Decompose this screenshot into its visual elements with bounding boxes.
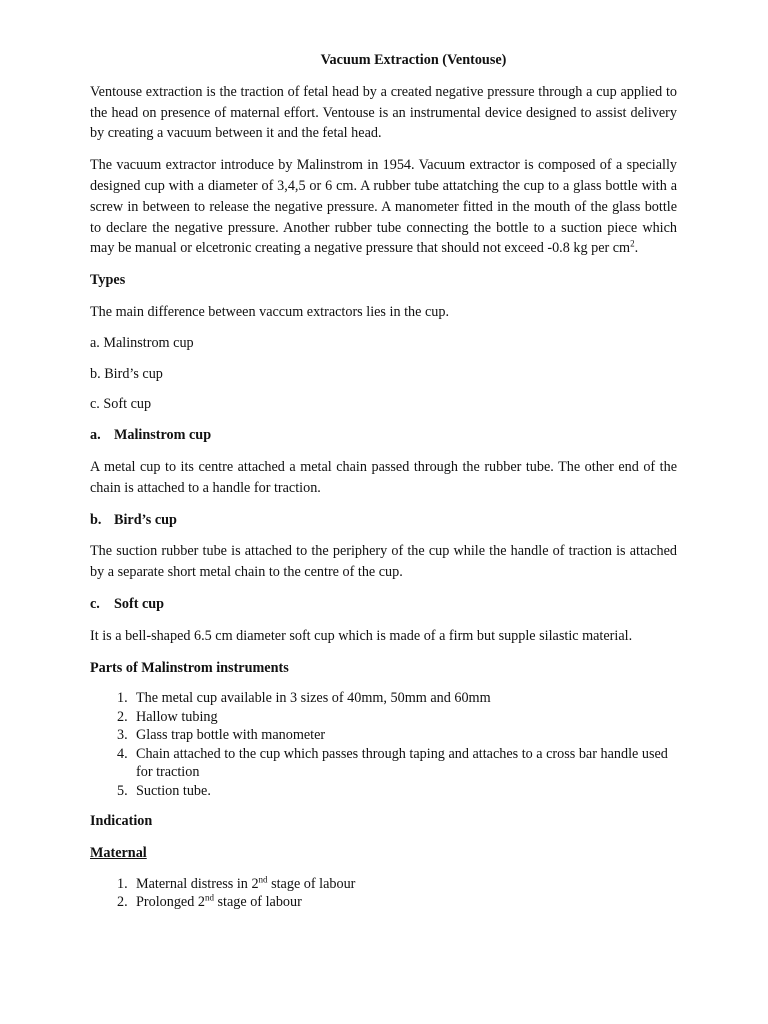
list-text: Suction tube. bbox=[136, 782, 211, 799]
description-superscript: 2 bbox=[630, 238, 635, 249]
indication-heading: Indication bbox=[90, 813, 153, 830]
types-item: a. Malinstrom cup bbox=[90, 334, 194, 351]
list-item bbox=[90, 708, 677, 727]
list-item bbox=[90, 745, 677, 782]
section-title: Bird’s cup bbox=[114, 511, 177, 528]
list-text-post: stage of labour bbox=[267, 875, 356, 892]
section-text-malinstrom: A metal cup to its centre attached a metal chain passed through the rubber tube. The other end of the chain is attached to a handle for traction. bbox=[90, 458, 677, 496]
list-number: 5. bbox=[117, 782, 128, 799]
list-text: Chain attached to the cup which passes through taping and attaches to a cross bar handle used for traction bbox=[136, 745, 668, 781]
list-item bbox=[90, 875, 677, 894]
list-text-pre: Maternal distress in 2 bbox=[136, 875, 259, 892]
parts-heading: Parts of Malinstrom instruments bbox=[90, 659, 289, 676]
section-label: c. bbox=[90, 595, 100, 612]
list-number: 2. bbox=[117, 708, 128, 725]
list-item bbox=[90, 689, 677, 708]
list-superscript: nd bbox=[258, 874, 268, 885]
list-text: The metal cup available in 3 sizes of 40mm, 50mm and 60mm bbox=[136, 690, 491, 707]
description-paragraph bbox=[90, 155, 677, 259]
list-number: 2. bbox=[117, 894, 128, 911]
list-item bbox=[90, 893, 677, 912]
section-heading-birds bbox=[90, 510, 677, 531]
types-item: b. Bird’s cup bbox=[90, 365, 163, 382]
section-text-soft: It is a bell-shaped 6.5 cm diameter soft cup which is made of a firm but supple silastic material. bbox=[90, 627, 633, 644]
list-text: Glass trap bottle with manometer bbox=[136, 727, 326, 744]
types-heading: Types bbox=[90, 272, 126, 289]
section-label: b. bbox=[90, 511, 102, 528]
description-text: The vacuum extractor introduce by Malinstrom in 1954. Vacuum extractor is composed of a specially designed cup with a diameter of 3,4,5 or 6 cm. A rubber tube attatching the cup to a glass bottle with a screw in between to release the negative pressure. A manometer fitted in the mouth of the glass bottle to declare the negative pressure. Another rubber tube connecting the bottle to a suction piece which may be manual or elcetronic creating a negative pressure that should not exceed -0.8 kg per cm bbox=[90, 157, 677, 257]
list-superscript: nd bbox=[204, 892, 214, 903]
section-title: Soft cup bbox=[114, 595, 165, 612]
section-text-birds: The suction rubber tube is attached to the periphery of the cup while the handle of traction is attached by a separate short metal chain to the centre of the cup. bbox=[90, 543, 677, 581]
document-page bbox=[90, 50, 677, 923]
intro-paragraph: Ventouse extraction is the traction of fetal head by a created negative pressure through a cup applied to the head on presence of maternal effort. Ventouse is an instrumental device designed to assist delivery by creating a vacuum between it and the fetal head. bbox=[90, 83, 677, 142]
list-number: 1. bbox=[117, 690, 128, 707]
list-number: 4. bbox=[117, 745, 128, 762]
list-text-post: stage of labour bbox=[213, 894, 302, 911]
description-end: . bbox=[634, 240, 639, 257]
list-text-pre: Prolonged 2 bbox=[136, 894, 205, 911]
maternal-list bbox=[90, 875, 677, 912]
document-title: Vacuum Extraction (Ventouse) bbox=[320, 52, 507, 68]
types-item: c. Soft cup bbox=[90, 396, 152, 413]
section-heading-soft bbox=[90, 594, 677, 615]
types-intro: The main difference between vaccum extractors lies in the cup. bbox=[90, 303, 449, 320]
list-item bbox=[90, 782, 677, 801]
maternal-subheading: Maternal bbox=[90, 845, 147, 862]
section-label: a. bbox=[90, 427, 101, 444]
list-number: 1. bbox=[117, 875, 128, 892]
list-number: 3. bbox=[117, 727, 128, 744]
parts-list bbox=[90, 689, 677, 800]
section-heading-malinstrom bbox=[90, 425, 677, 446]
section-title: Malinstrom cup bbox=[114, 427, 212, 444]
list-text: Hallow tubing bbox=[136, 708, 218, 725]
list-item bbox=[90, 726, 677, 745]
